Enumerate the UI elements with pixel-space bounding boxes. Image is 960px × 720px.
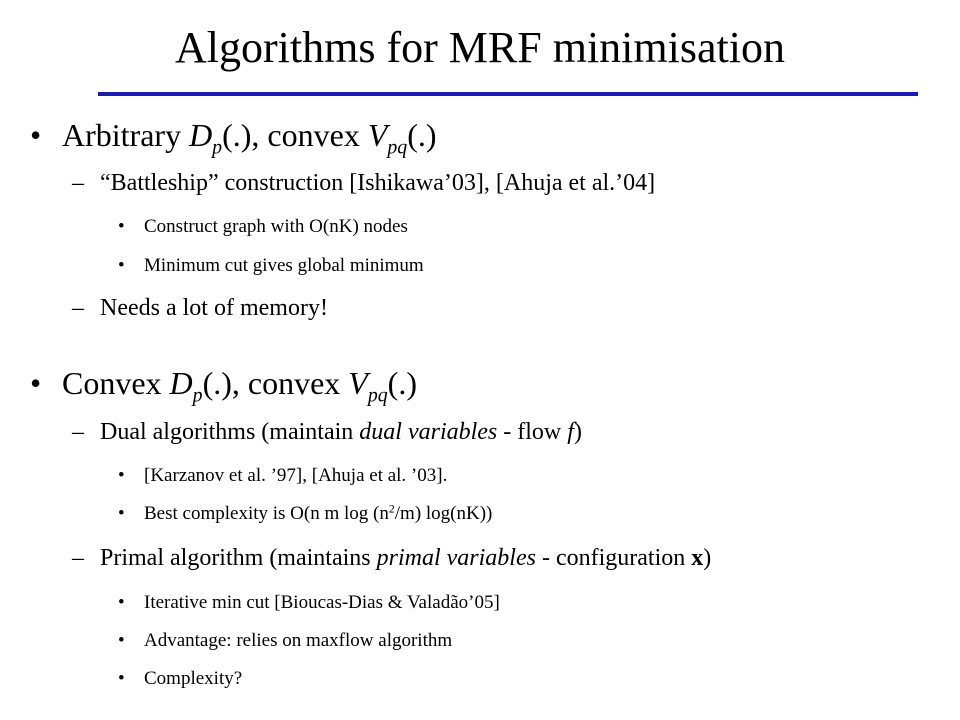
dash-marker: – xyxy=(72,170,84,196)
list-item: Iterative min cut [Bioucas-Dias & Valadão’05] xyxy=(144,592,500,613)
bullet: • xyxy=(118,592,125,613)
list-item: Advantage: relies on maxflow algorithm xyxy=(144,630,453,651)
bullet: • xyxy=(118,668,125,689)
list-item: Complexity? xyxy=(144,668,243,689)
dash-marker: – xyxy=(72,295,84,321)
dash-marker: – xyxy=(72,419,84,445)
heading-arbitrary: Arbitrary $D_p(.)$, convex $V_{pq}(.)$ xyxy=(62,117,437,159)
title-underline xyxy=(98,92,918,96)
dash-marker: – xyxy=(72,545,84,571)
bullet: • xyxy=(118,216,125,237)
sub-dual: Dual algorithms (maintain dual variables - flow f) xyxy=(100,419,582,445)
list-item: Best complexity is O(n m $\log (n^2/m)$ log(nK)) xyxy=(144,502,493,524)
bullet: • xyxy=(30,117,42,153)
list-item: Construct graph with O(nK) nodes xyxy=(144,216,408,237)
sub-memory: Needs a lot of memory! xyxy=(100,295,328,321)
bullet: • xyxy=(118,503,125,524)
heading-convex: Convex $D_p(.)$, convex $V_{pq}(.)$ xyxy=(62,365,417,407)
bullet: • xyxy=(118,465,125,486)
bullet: • xyxy=(118,630,125,651)
list-item: Minimum cut gives global minimum xyxy=(144,255,424,276)
bullet: • xyxy=(118,255,125,276)
sub-primal: Primal algorithm (maintains primal variables - configuration x) xyxy=(100,545,712,571)
slide-title: Algorithms for MRF minimisation xyxy=(175,23,785,72)
list-item: [Karzanov et al. ’97], [Ahuja et al. ’03]. xyxy=(144,465,448,486)
bullet: • xyxy=(30,365,42,401)
sub-battleship: “Battleship” construction [Ishikawa’03], [Ahuja et al.’04] xyxy=(100,170,656,196)
